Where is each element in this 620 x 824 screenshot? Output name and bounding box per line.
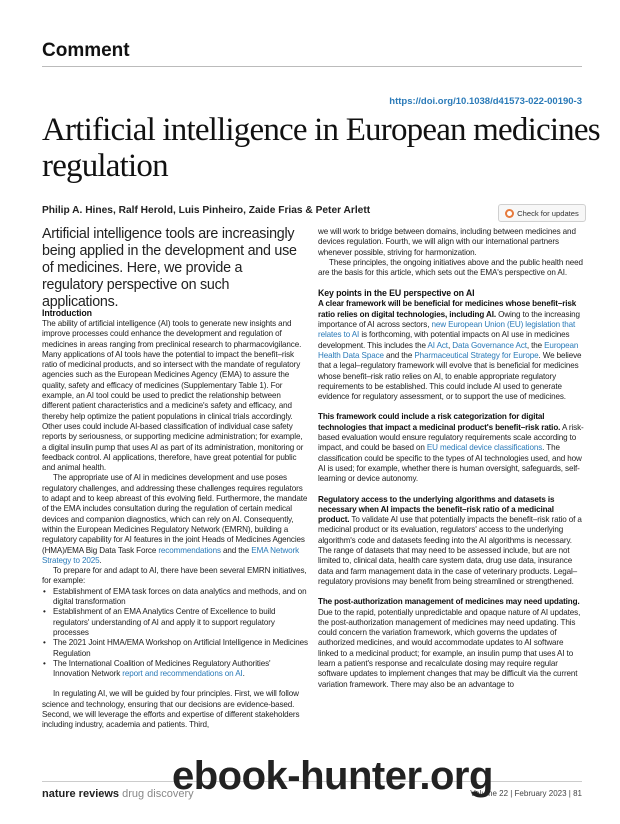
journal-name: nature reviews drug discovery	[42, 788, 194, 800]
ai-act-link[interactable]: AI Act	[427, 340, 448, 350]
key-point-3: Regulatory access to the underlying algorithms and datasets is necessary when AI impacts the benefit–risk ratio of a medicinal product. To validate AI use that potentially impacts the benefit–risk ratio of a medicinal product or its evaluation, regulators' access to the underlying algorithm's code and datasets feeding into the AI algorithms is necessary. The range of datasets that may need to be assessed include, but are not limited to, clinical data, health care system data, drug use data, insurance data and farm management data in the case of veterinary products. Legal–regulatory provisions may benefit from being streamlined or strengthened.	[318, 494, 582, 586]
pharma-strategy-link[interactable]: Pharmaceutical Strategy for Europe	[414, 350, 539, 360]
data-governance-act-link[interactable]: Data Governance Act	[452, 340, 527, 350]
issue-info: Volume 22 | February 2023 | 81	[470, 789, 582, 798]
right-paragraph-1: we will work to bridge between domains, including between medicines and devices regulation. Fourth, we will align with our international partners whenever possible, striving for harmonization.	[318, 227, 576, 257]
left-column	[42, 308, 308, 731]
list-item: • The International Coalition of Medicines Regulatory Authorities' Innovation Network report and recommendations on AI.	[42, 659, 308, 680]
health-data-space-link[interactable]: European Health Data Space	[318, 340, 579, 360]
right-column	[318, 227, 584, 690]
device-classification-link[interactable]: EU medical device classifications	[426, 443, 543, 453]
key-point-1: A clear framework will be beneficial for medicines whose benefit–risk ratio relies on digital technologies, including AI. Owing to the increasing importance of AI across sectors, new European Union (EU) legislation that relates to AI is forthcoming, with potential impacts on AI use in medicines development. This includes the AI Act, Data Governance Act, the European Health Data Space and the Pharmaceutical Strategy for Europe. We believe that a legal–regulatory framework will evolve that is beneficial for medicines whose benefit–risk ratio relies on AI, to enable appropriate regulatory requirements to be established. This could include AI used to generate evidence for regulatory assessment, or to support the use of medicines.	[318, 299, 582, 402]
article-title: Artificial intelligence in European medicines regulation	[42, 112, 600, 184]
network-strategy-link[interactable]: EMA Network Strategy to 2025	[42, 545, 300, 565]
watermark: ebook-hunter.org	[172, 754, 493, 798]
intro-heading: Introduction	[42, 308, 92, 318]
check-updates-button[interactable]	[498, 204, 586, 222]
intro-paragraph-1: The ability of artificial intelligence (AI) tools to generate new insights and improve processes could enhance the development and regulation of medicines in areas ranging from preclinical research to pharmacovigilance. Many applications of AI tools have the potential to impact the benefit–risk ratio of medicinal products, and so intersect with the mandate of regulatory agencies such as the European Medicines Agency (EMA) to assure the quality, safety and efficacy of medicines (Supplementary Table 1). For example, an AI tool could be used to predict the relationship between different patient characteristics and a medicine's safety and efficacy, and thereby help optimize the patient populations in clinical trials accordingly. Other uses could include AI-based classification of individual case safety reports by seriousness, or supporting medicine administration; for example, a digital insulin pump that uses AI as part of its administration, monitoring or feedback control. AI applications, therefore, have great potential for public and animal health.	[42, 319, 304, 473]
icmra-report-link[interactable]: report and recommendations on AI	[122, 669, 243, 679]
principles-paragraph: In regulating AI, we will be guided by four principles. First, we will follow science and technology, ensuring that our decisions are evidence-based. Second, we will leverage the efforts and expertise of different stakeholders including industry, academia and patients. Third,	[42, 689, 300, 730]
recommendations-link[interactable]: recommendations	[158, 545, 221, 555]
intro-paragraph-2: The appropriate use of AI in medicines development and use poses regulatory challenges, and addressing these challenges requires regulators to adapt and to keep abreast of this evolving field. Furthermore, the mandate of the EMA includes consultation during the regulation of certain medical devices and companion diagnostics, which can rely on AI. Consequently, within the European Medicines Regulatory Network (EMRN), building a regulatory capability for AI features in the joint Heads of Medicines Agencies (HMA)/EMA Big Data Task Force recommendations and the EMA Network Strategy to 2025.	[42, 473, 308, 565]
list-item: • Establishment of an EMA Analytics Centre of Excellence to build regulators' understanding of AI and apply it to support regulatory processes	[42, 607, 308, 638]
author-list: Philip A. Hines, Ralf Herold, Luis Pinheiro, Zaide Frias & Peter Arlett	[42, 205, 371, 216]
key-points-heading: Key points in the EU perspective on AI	[318, 288, 475, 299]
key-point-2: This framework could include a risk categorization for digital technologies that impact a medicinal product's benefit–risk ratio. A risk-based evaluation would ensure regulatory requirements scale according to impact, and could be based on EU medical device classifications. The classification could be specific to the types of AI technologies used, and how AI is used; for example, whether there is human oversight, safeguards, self-learning or device autonomy.	[318, 412, 584, 484]
doi-link[interactable]: https://doi.org/10.1038/d41573-022-00190-3	[389, 96, 582, 107]
list-item: • The 2021 Joint HMA/EMA Workshop on Artificial Intelligence in Medicines Regulation	[42, 638, 308, 659]
list-item: • Establishment of EMA task forces on data analytics and methods, and on digital transformation	[42, 587, 308, 608]
right-paragraph-2: These principles, the ongoing initiatives above and the public health need are the basis for this article, which sets out the EMA's perspective on AI.	[318, 257, 583, 278]
eu-legislation-link[interactable]: new European Union (EU) legislation that relates to AI	[318, 320, 576, 340]
standfirst: Artificial intelligence tools are increasingly being applied in the development and use of medicines. Here, we provide a regulatory perspective on such applications.	[42, 226, 297, 310]
key-point-4: The post-authorization management of medicines may need updating. Due to the rapid, potentially unpredictable and opaque nature of AI updates, the post-authorization management of medicines may need updating. This could concern the variation framework, which governs the updates of authorized medicines, and would accommodate updates to AI software linked to a medicinal product; for example, an insulin pump that uses AI to learn a patient's response and recalculate dosing may require regular software updates to implement changes that may be difficult via the current variation framework. There may also be an advantage to	[318, 597, 581, 689]
intro-paragraph-3: To prepare for and adapt to AI, there have been several EMRN initiatives, for example:	[42, 566, 307, 586]
section-label: Comment	[42, 40, 130, 61]
check-updates-label: Check for updates	[517, 208, 579, 218]
top-divider	[42, 66, 582, 67]
initiatives-list	[42, 587, 308, 680]
check-updates-icon	[505, 209, 514, 218]
